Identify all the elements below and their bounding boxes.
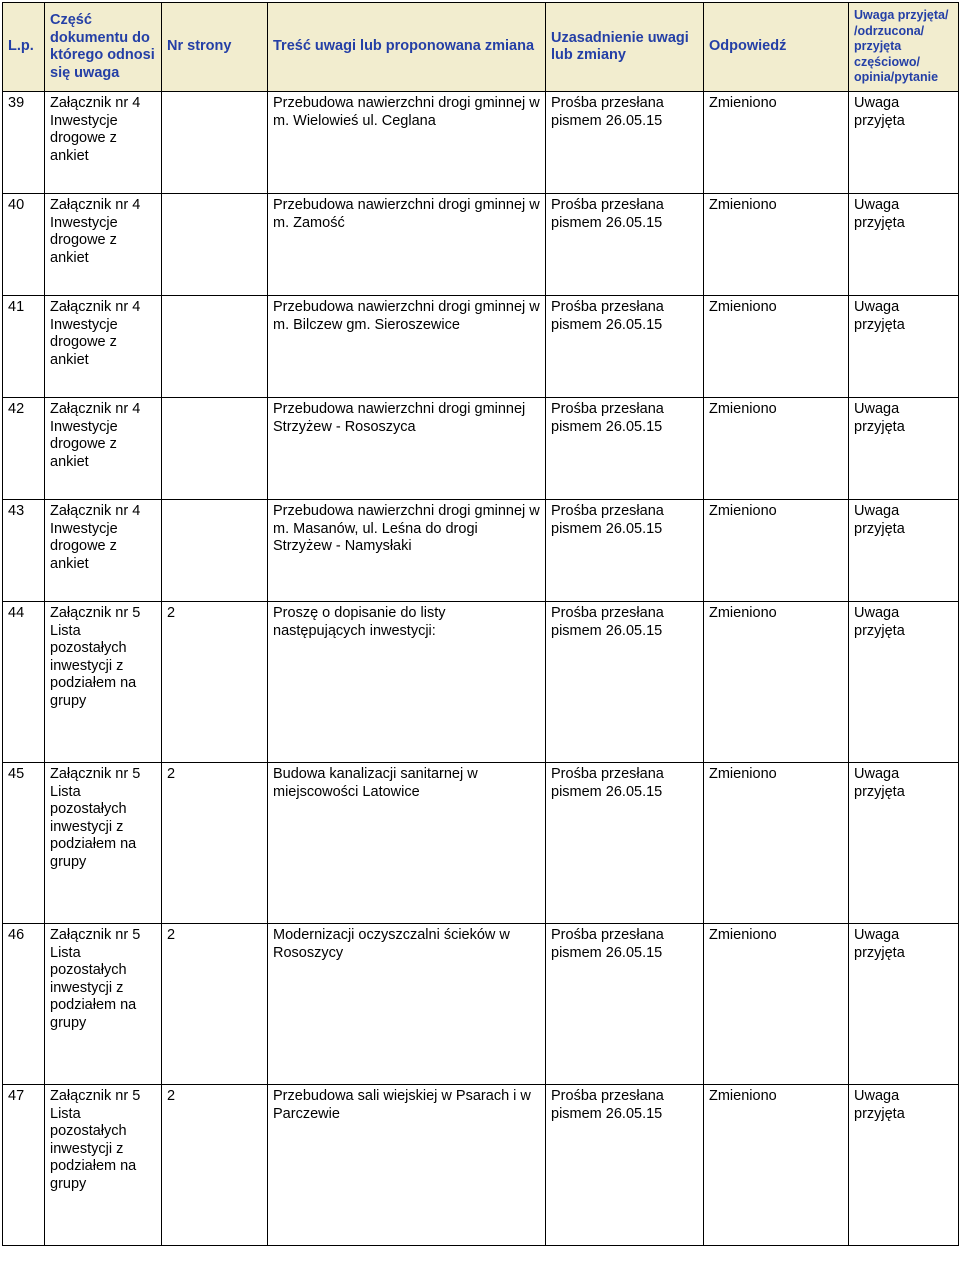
response-cell: Zmieniono [704,92,849,194]
document-part-cell: Załącznik nr 4 Inwestycje drogowe z ankiet [45,194,162,296]
header-response: Odpowiedź [704,3,849,92]
status-cell: Uwaga przyjęta [849,194,959,296]
document-part-cell: Załącznik nr 5 Lista pozostałych inwestycji z podziałem na grupy [45,602,162,763]
status-cell: Uwaga przyjęta [849,602,959,763]
table-row [3,763,959,924]
table-row [3,398,959,500]
status-cell: Uwaga przyjęta [849,398,959,500]
row-number: 42 [3,398,45,500]
page-number-cell [162,500,268,602]
status-cell: Uwaga przyjęta [849,763,959,924]
table-row [3,1085,959,1246]
response-cell: Zmieniono [704,924,849,1085]
table-row [3,924,959,1085]
justification-cell: Prośba przesłana pismem 26.05.15 [546,194,704,296]
justification-cell: Prośba przesłana pismem 26.05.15 [546,602,704,763]
header-row [3,3,959,92]
comment-content-cell: Modernizacji oczyszczalni ścieków w Rososzycy [268,924,546,1085]
row-number: 40 [3,194,45,296]
justification-cell: Prośba przesłana pismem 26.05.15 [546,1085,704,1246]
row-number: 44 [3,602,45,763]
document-part-cell: Załącznik nr 4 Inwestycje drogowe z ankiet [45,500,162,602]
row-number: 47 [3,1085,45,1246]
document-part-cell: Załącznik nr 5 Lista pozostałych inwestycji z podziałem na grupy [45,1085,162,1246]
page-number-cell [162,296,268,398]
status-cell: Uwaga przyjęta [849,500,959,602]
comment-content-cell: Przebudowa nawierzchni drogi gminnej Strzyżew - Rososzyca [268,398,546,500]
response-cell: Zmieniono [704,1085,849,1246]
header-status: Uwaga przyjęta/ /odrzucona/ przyjęta częściowo/ opinia/pytanie [849,3,959,92]
page-number-cell [162,194,268,296]
justification-cell: Prośba przesłana pismem 26.05.15 [546,924,704,1085]
comment-content-cell: Proszę o dopisanie do listy następujących inwestycji: [268,602,546,763]
status-cell: Uwaga przyjęta [849,296,959,398]
header-justification: Uzasadnienie uwagi lub zmiany [546,3,704,92]
page-number-cell: 2 [162,763,268,924]
page-number-cell [162,398,268,500]
page-number-cell [162,92,268,194]
document-part-cell: Załącznik nr 4 Inwestycje drogowe z ankiet [45,296,162,398]
row-number: 39 [3,92,45,194]
comment-content-cell: Przebudowa nawierzchni drogi gminnej w m. Wielowieś ul. Ceglana [268,92,546,194]
comment-content-cell: Przebudowa sali wiejskiej w Psarach i w Parczewie [268,1085,546,1246]
page-number-cell: 2 [162,924,268,1085]
table-header [3,3,959,92]
status-cell: Uwaga przyjęta [849,92,959,194]
table-row [3,602,959,763]
document-part-cell: Załącznik nr 5 Lista pozostałych inwestycji z podziałem na grupy [45,924,162,1085]
table-row [3,500,959,602]
page-number-cell: 2 [162,602,268,763]
document-part-cell: Załącznik nr 4 Inwestycje drogowe z ankiet [45,92,162,194]
comment-content-cell: Przebudowa nawierzchni drogi gminnej w m. Zamość [268,194,546,296]
response-cell: Zmieniono [704,602,849,763]
header-page-number: Nr strony [162,3,268,92]
header-comment-content: Treść uwagi lub proponowana zmiana [268,3,546,92]
table-row [3,92,959,194]
response-cell: Zmieniono [704,398,849,500]
comment-content-cell: Przebudowa nawierzchni drogi gminnej w m. Masanów, ul. Leśna do drogi Strzyżew - Namysłaki [268,500,546,602]
response-cell: Zmieniono [704,194,849,296]
status-cell: Uwaga przyjęta [849,1085,959,1246]
document-part-cell: Załącznik nr 4 Inwestycje drogowe z ankiet [45,398,162,500]
justification-cell: Prośba przesłana pismem 26.05.15 [546,296,704,398]
justification-cell: Prośba przesłana pismem 26.05.15 [546,500,704,602]
justification-cell: Prośba przesłana pismem 26.05.15 [546,763,704,924]
page-number-cell: 2 [162,1085,268,1246]
document-part-cell: Załącznik nr 5 Lista pozostałych inwestycji z podziałem na grupy [45,763,162,924]
justification-cell: Prośba przesłana pismem 26.05.15 [546,92,704,194]
table-row [3,296,959,398]
header-document-part: Część dokumentu do którego odnosi się uwaga [45,3,162,92]
row-number: 45 [3,763,45,924]
table-body [3,92,959,1246]
table-row [3,194,959,296]
status-cell: Uwaga przyjęta [849,924,959,1085]
row-number: 43 [3,500,45,602]
header-lp: L.p. [3,3,45,92]
row-number: 41 [3,296,45,398]
response-cell: Zmieniono [704,500,849,602]
row-number: 46 [3,924,45,1085]
comment-content-cell: Przebudowa nawierzchni drogi gminnej w m. Bilczew gm. Sieroszewice [268,296,546,398]
justification-cell: Prośba przesłana pismem 26.05.15 [546,398,704,500]
comment-content-cell: Budowa kanalizacji sanitarnej w miejscowości Latowice [268,763,546,924]
response-cell: Zmieniono [704,763,849,924]
response-cell: Zmieniono [704,296,849,398]
comments-table [2,2,959,1246]
